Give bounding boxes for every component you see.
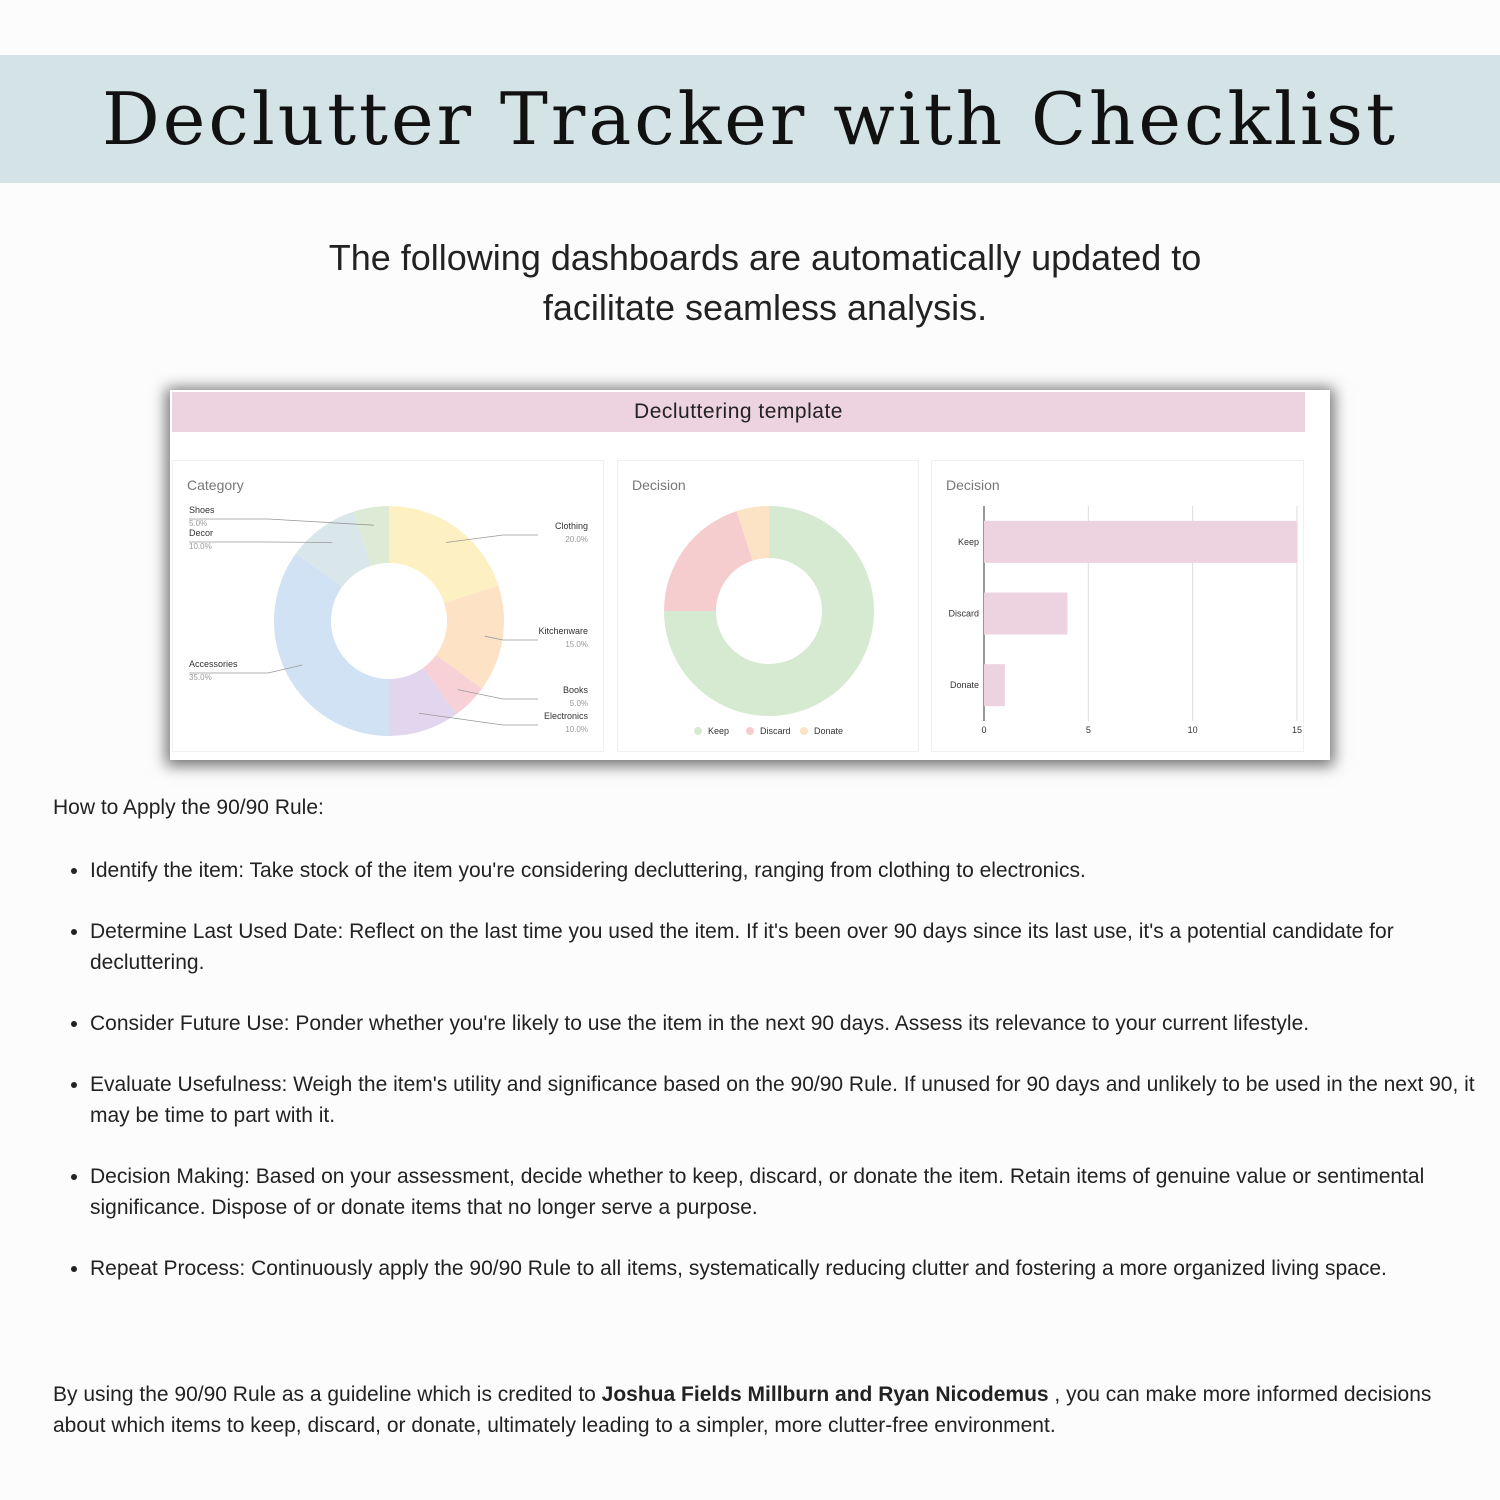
category-slice-clothing [389, 506, 498, 603]
category-percent-books: 5.0% [569, 699, 588, 708]
category-donut-chart [173, 461, 603, 751]
subtitle [200, 233, 1330, 333]
dashboard-header: Decluttering template [172, 392, 1305, 432]
rules-list [53, 855, 1490, 1314]
rules-heading: How to Apply the 90/90 Rule: [53, 796, 324, 819]
legend-label-donate: Donate [814, 726, 844, 736]
x-tick-15: 15 [1291, 725, 1303, 735]
category-percent-shoes: 5.0% [189, 519, 208, 528]
dashboard-screenshot [170, 390, 1330, 760]
decision-donut-title: Decision [632, 477, 686, 493]
category-label-clothing: Clothing [554, 521, 588, 531]
category-chart-title: Category [187, 477, 244, 493]
conclusion-paragraph [53, 1379, 1443, 1441]
conclusion-text-after: , you can make more informed decisions about which items to keep, discard, or donate, ultimately leading to a simpler, more clutter-free environment. [53, 1383, 1432, 1437]
subtitle-line-1: The following dashboards are automatically updated to [328, 237, 1202, 278]
decision-slice-discard [664, 511, 753, 611]
decision-bar-chart [932, 461, 1303, 751]
x-tick-0: 0 [981, 725, 987, 735]
category-label-decor: Decor [189, 528, 214, 538]
bar-discard [984, 593, 1067, 635]
rule-item: • Evaluate Usefulness: Weigh the item's utility and significance based on the 90/90 Rule. If unused for 90 days and unlikely to be used in the next 90, it may be time to part with it. [90, 1069, 1490, 1131]
category-percent-kitchenware: 15.0% [565, 640, 588, 649]
decision-bar-panel [931, 460, 1304, 752]
decision-donut-chart [618, 461, 918, 751]
legend-label-keep: Keep [708, 726, 730, 736]
category-label-electronics: Electronics [543, 711, 588, 721]
category-percent-accessories: 35.0% [189, 673, 212, 682]
category-slice-accessories [274, 553, 389, 736]
decision-bar-title: Decision [946, 477, 1000, 493]
category-label-shoes: Shoes [189, 505, 215, 515]
bar-keep [984, 521, 1297, 563]
category-label-books: Books [562, 685, 588, 695]
category-percent-clothing: 20.0% [565, 535, 588, 544]
y-label-donate: Donate [949, 680, 979, 691]
rule-item: • Repeat Process: Continuously apply the 90/90 Rule to all items, systematically reducing clutter and fostering a more organized living space. [90, 1253, 1490, 1284]
y-label-keep: Keep [957, 536, 979, 547]
title-banner [0, 55, 1500, 183]
rule-item: • Consider Future Use: Ponder whether you're likely to use the item in the next 90 days. Assess its relevance to your current lifestyle. [90, 1008, 1490, 1039]
x-tick-5: 5 [1085, 725, 1091, 735]
subtitle-line-2: facilitate seamless analysis. [542, 287, 988, 328]
conclusion-text-before: By using the 90/90 Rule as a guideline which is credited to [53, 1383, 602, 1406]
y-label-discard: Discard [948, 608, 979, 619]
category-label-accessories: Accessories [189, 659, 238, 669]
decision-donut-panel [617, 460, 919, 752]
page-title: Declutter Tracker with Checklist [102, 77, 1398, 161]
legend-swatch-discard [746, 727, 754, 735]
category-chart-panel [172, 460, 604, 752]
credited-authors: Joshua Fields Millburn and Ryan Nicodemus [601, 1383, 1049, 1406]
rule-item: • Determine Last Used Date: Reflect on the last time you used the item. If it's been over 90 days since its last use, it's a potential candidate for decluttering. [90, 916, 1490, 978]
rule-item: • Decision Making: Based on your assessment, decide whether to keep, discard, or donate the item. Retain items of genuine value or sentimental significance. Dispose of or donate items that no longer serve a purpose. [90, 1161, 1490, 1223]
category-percent-decor: 10.0% [189, 542, 212, 551]
category-percent-electronics: 10.0% [565, 725, 588, 734]
x-tick-10: 10 [1187, 725, 1198, 735]
category-label-kitchenware: Kitchenware [538, 626, 588, 636]
bar-donate [984, 664, 1005, 706]
rule-item: • Identify the item: Take stock of the item you're considering decluttering, ranging from clothing to electronics. [90, 855, 1490, 886]
legend-swatch-keep [694, 727, 702, 735]
legend-label-discard: Discard [760, 726, 791, 736]
legend-swatch-donate [800, 727, 808, 735]
